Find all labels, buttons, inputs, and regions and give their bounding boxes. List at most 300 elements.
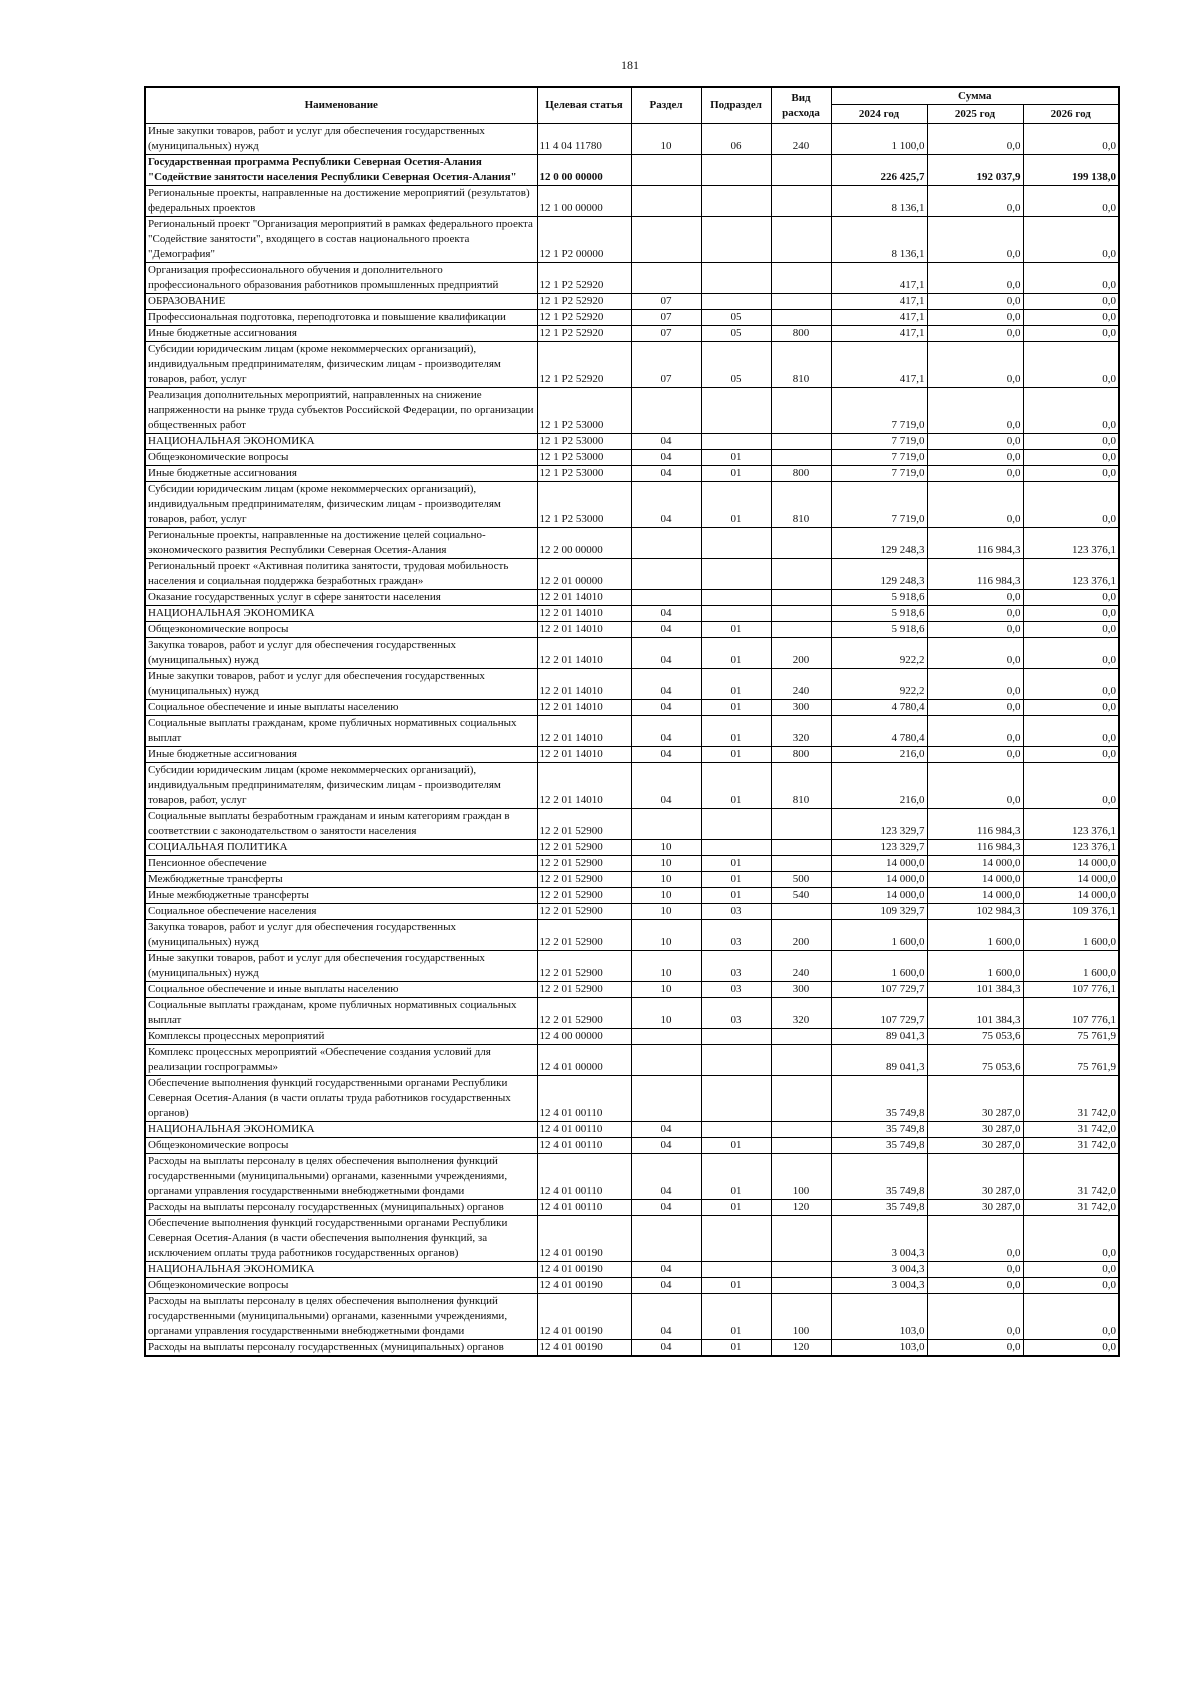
cell-target-article: 12 1 P2 53000 [537,388,631,434]
cell-2025: 30 287,0 [927,1154,1023,1200]
cell-2024: 417,1 [831,342,927,388]
cell-section: 04 [631,1340,701,1357]
cell-target-article: 12 2 01 52900 [537,998,631,1029]
cell-section: 07 [631,310,701,326]
cell-2024: 89 041,3 [831,1029,927,1045]
cell-expense-type: 810 [771,482,831,528]
cell-section: 10 [631,856,701,872]
cell-subsection [701,217,771,263]
cell-2024: 3 004,3 [831,1216,927,1262]
cell-target-article: 12 1 P2 53000 [537,482,631,528]
cell-target-article: 12 4 01 00110 [537,1200,631,1216]
table-row [145,1154,1119,1200]
cell-2026: 123 376,1 [1023,840,1119,856]
cell-subsection: 01 [701,700,771,716]
cell-2026: 14 000,0 [1023,872,1119,888]
cell-expense-type [771,1076,831,1122]
cell-subsection: 01 [701,747,771,763]
cell-name: Расходы на выплаты персоналу государственных (муниципальных) органов [145,1200,537,1216]
cell-section [631,528,701,559]
header-target-article: Целевая статья [537,87,631,124]
cell-target-article: 12 1 P2 52920 [537,342,631,388]
table-row [145,1278,1119,1294]
table-row [145,466,1119,482]
cell-subsection: 05 [701,310,771,326]
cell-subsection [701,434,771,450]
cell-2026: 123 376,1 [1023,559,1119,590]
cell-2025: 0,0 [927,388,1023,434]
cell-target-article: 12 1 P2 53000 [537,450,631,466]
cell-2025: 75 053,6 [927,1029,1023,1045]
cell-expense-type [771,294,831,310]
cell-expense-type [771,528,831,559]
table-header [145,87,1119,124]
table-row [145,1076,1119,1122]
cell-2024: 109 329,7 [831,904,927,920]
cell-target-article: 12 2 01 52900 [537,920,631,951]
cell-2026: 109 376,1 [1023,904,1119,920]
cell-2026: 0,0 [1023,622,1119,638]
table-row [145,434,1119,450]
cell-2024: 7 719,0 [831,482,927,528]
table-row [145,904,1119,920]
cell-2025: 1 600,0 [927,951,1023,982]
table-row [145,872,1119,888]
cell-2026: 31 742,0 [1023,1122,1119,1138]
cell-expense-type [771,606,831,622]
cell-2024: 35 749,8 [831,1200,927,1216]
cell-subsection [701,263,771,294]
cell-subsection: 01 [701,1340,771,1357]
cell-name: Иные бюджетные ассигнования [145,466,537,482]
table-row [145,124,1119,155]
cell-2024: 8 136,1 [831,186,927,217]
cell-2024: 216,0 [831,763,927,809]
cell-2026: 0,0 [1023,1262,1119,1278]
cell-2025: 0,0 [927,606,1023,622]
cell-expense-type [771,186,831,217]
cell-2026: 123 376,1 [1023,809,1119,840]
cell-2025: 0,0 [927,1340,1023,1357]
cell-name: Расходы на выплаты персоналу в целях обеспечения выполнения функций государственными (муниципальными) органами, казенными учреждениями, органами управления государственными внебюджетными фондами [145,1154,537,1200]
cell-2025: 116 984,3 [927,809,1023,840]
cell-expense-type: 100 [771,1154,831,1200]
cell-expense-type [771,590,831,606]
table-row [145,155,1119,186]
cell-subsection: 03 [701,998,771,1029]
cell-2026: 0,0 [1023,716,1119,747]
cell-name: Общеэкономические вопросы [145,450,537,466]
table-row [145,700,1119,716]
cell-target-article: 12 2 01 14010 [537,716,631,747]
cell-2024: 7 719,0 [831,466,927,482]
cell-name: Организация профессионального обучения и дополнительного профессионального образования работников промышленных предприятий [145,263,537,294]
table-row [145,763,1119,809]
cell-target-article: 12 4 01 00190 [537,1340,631,1357]
cell-2025: 0,0 [927,669,1023,700]
cell-2026: 31 742,0 [1023,1076,1119,1122]
cell-subsection: 01 [701,638,771,669]
cell-subsection [701,606,771,622]
cell-name: Реализация дополнительных мероприятий, направленных на снижение напряженности на рынке труда субъектов Российской Федерации, по организации общественных работ [145,388,537,434]
cell-target-article: 12 2 01 14010 [537,700,631,716]
cell-section: 04 [631,606,701,622]
cell-section: 04 [631,700,701,716]
cell-2024: 417,1 [831,310,927,326]
cell-2025: 0,0 [927,1216,1023,1262]
cell-2024: 35 749,8 [831,1138,927,1154]
cell-target-article: 12 4 01 00190 [537,1262,631,1278]
cell-subsection [701,1262,771,1278]
cell-2024: 123 329,7 [831,840,927,856]
cell-expense-type [771,388,831,434]
cell-target-article: 12 2 01 52900 [537,856,631,872]
cell-expense-type [771,263,831,294]
cell-section: 04 [631,1200,701,1216]
cell-section: 04 [631,482,701,528]
cell-section [631,1076,701,1122]
cell-target-article: 12 2 01 52900 [537,951,631,982]
cell-target-article: 12 2 01 00000 [537,559,631,590]
cell-2026: 0,0 [1023,1294,1119,1340]
cell-target-article: 12 2 01 14010 [537,669,631,700]
cell-expense-type [771,1045,831,1076]
cell-section: 07 [631,294,701,310]
cell-2025: 0,0 [927,466,1023,482]
cell-target-article: 12 4 01 00190 [537,1216,631,1262]
cell-2025: 0,0 [927,700,1023,716]
cell-subsection: 05 [701,326,771,342]
header-2026: 2026 год [1023,105,1119,124]
cell-2024: 5 918,6 [831,590,927,606]
cell-section: 10 [631,998,701,1029]
cell-section [631,388,701,434]
cell-expense-type [771,1278,831,1294]
cell-2024: 103,0 [831,1294,927,1340]
cell-expense-type: 810 [771,342,831,388]
cell-2024: 35 749,8 [831,1122,927,1138]
cell-target-article: 12 4 01 00110 [537,1138,631,1154]
cell-2026: 199 138,0 [1023,155,1119,186]
cell-2026: 75 761,9 [1023,1029,1119,1045]
cell-2026: 0,0 [1023,326,1119,342]
cell-target-article: 12 1 P2 52920 [537,326,631,342]
table-row [145,638,1119,669]
cell-expense-type: 810 [771,763,831,809]
cell-2025: 30 287,0 [927,1076,1023,1122]
cell-2025: 0,0 [927,450,1023,466]
cell-expense-type: 200 [771,638,831,669]
cell-target-article: 12 2 01 14010 [537,622,631,638]
cell-name: Расходы на выплаты персоналу государственных (муниципальных) органов [145,1340,537,1357]
cell-subsection [701,1045,771,1076]
cell-target-article: 12 1 P2 52920 [537,310,631,326]
cell-2024: 3 004,3 [831,1262,927,1278]
cell-section [631,217,701,263]
cell-subsection: 03 [701,920,771,951]
cell-expense-type: 320 [771,998,831,1029]
table-row [145,606,1119,622]
cell-2025: 14 000,0 [927,856,1023,872]
cell-section: 04 [631,638,701,669]
cell-section: 07 [631,326,701,342]
cell-expense-type [771,904,831,920]
cell-name: Социальные выплаты безработным гражданам и иным категориям граждан в соответствии с законодательством о занятости населения [145,809,537,840]
cell-2026: 123 376,1 [1023,528,1119,559]
cell-2025: 116 984,3 [927,528,1023,559]
cell-2024: 129 248,3 [831,559,927,590]
cell-expense-type [771,856,831,872]
cell-name: ОБРАЗОВАНИЕ [145,294,537,310]
cell-2024: 4 780,4 [831,716,927,747]
cell-2025: 0,0 [927,434,1023,450]
cell-2025: 0,0 [927,342,1023,388]
table-row [145,622,1119,638]
cell-2026: 0,0 [1023,434,1119,450]
cell-2026: 0,0 [1023,590,1119,606]
cell-subsection: 01 [701,763,771,809]
cell-target-article: 12 2 01 14010 [537,606,631,622]
cell-subsection [701,186,771,217]
cell-2025: 75 053,6 [927,1045,1023,1076]
cell-target-article: 12 4 00 00000 [537,1029,631,1045]
cell-expense-type: 540 [771,888,831,904]
cell-2025: 30 287,0 [927,1200,1023,1216]
cell-target-article: 12 2 01 52900 [537,840,631,856]
cell-section [631,809,701,840]
cell-expense-type: 240 [771,951,831,982]
cell-name: Региональный проект "Организация мероприятий в рамках федерального проекта "Содействие занятости", входящего в состав национального проекта "Демография" [145,217,537,263]
cell-name: Субсидии юридическим лицам (кроме некоммерческих организаций), индивидуальным предпринимателям, физическим лицам - производителям товаров, работ, услуг [145,763,537,809]
cell-target-article: 12 2 01 14010 [537,638,631,669]
cell-name: Региональные проекты, направленные на достижение мероприятий (результатов) федеральных проектов [145,186,537,217]
table-row [145,590,1119,606]
cell-2026: 0,0 [1023,186,1119,217]
cell-subsection: 01 [701,1278,771,1294]
cell-expense-type [771,1029,831,1045]
cell-subsection: 01 [701,716,771,747]
cell-subsection: 03 [701,904,771,920]
cell-2024: 7 719,0 [831,450,927,466]
cell-2025: 14 000,0 [927,872,1023,888]
table-row [145,559,1119,590]
cell-2026: 0,0 [1023,1216,1119,1262]
cell-subsection [701,1029,771,1045]
cell-section: 04 [631,1262,701,1278]
cell-2024: 417,1 [831,326,927,342]
table-row [145,888,1119,904]
cell-section: 10 [631,982,701,998]
table-row [145,1200,1119,1216]
cell-subsection [701,528,771,559]
cell-target-article: 12 0 00 00000 [537,155,631,186]
cell-section [631,263,701,294]
cell-target-article: 12 2 01 52900 [537,888,631,904]
cell-2024: 8 136,1 [831,217,927,263]
cell-2025: 0,0 [927,482,1023,528]
cell-name: НАЦИОНАЛЬНАЯ ЭКОНОМИКА [145,434,537,450]
cell-2026: 0,0 [1023,700,1119,716]
cell-target-article: 12 2 01 52900 [537,872,631,888]
table-row [145,840,1119,856]
cell-2026: 14 000,0 [1023,856,1119,872]
cell-subsection [701,294,771,310]
cell-2024: 14 000,0 [831,888,927,904]
cell-2026: 1 600,0 [1023,920,1119,951]
table-row [145,1340,1119,1357]
cell-target-article: 12 4 01 00110 [537,1154,631,1200]
cell-2025: 0,0 [927,622,1023,638]
cell-2026: 31 742,0 [1023,1200,1119,1216]
cell-2024: 14 000,0 [831,872,927,888]
cell-expense-type: 120 [771,1340,831,1357]
table-row [145,1029,1119,1045]
table-row [145,450,1119,466]
table-row [145,951,1119,982]
cell-name: Закупка товаров, работ и услуг для обеспечения государственных (муниципальных) нужд [145,638,537,669]
budget-table [144,86,1120,1357]
cell-name: НАЦИОНАЛЬНАЯ ЭКОНОМИКА [145,1122,537,1138]
table-row [145,310,1119,326]
cell-subsection [701,1122,771,1138]
cell-2026: 31 742,0 [1023,1154,1119,1200]
cell-2025: 116 984,3 [927,559,1023,590]
cell-target-article: 12 2 01 52900 [537,982,631,998]
cell-name: Социальные выплаты гражданам, кроме публичных нормативных социальных выплат [145,998,537,1029]
cell-2025: 102 984,3 [927,904,1023,920]
table-row [145,747,1119,763]
cell-section [631,155,701,186]
cell-section: 04 [631,622,701,638]
table-row [145,326,1119,342]
cell-expense-type: 300 [771,982,831,998]
cell-2026: 0,0 [1023,263,1119,294]
cell-section [631,1216,701,1262]
table-row [145,998,1119,1029]
cell-target-article: 12 1 P2 00000 [537,217,631,263]
cell-section: 04 [631,716,701,747]
cell-2025: 0,0 [927,310,1023,326]
cell-name: СОЦИАЛЬНАЯ ПОЛИТИКА [145,840,537,856]
cell-2024: 417,1 [831,263,927,294]
header-name: Наименование [145,87,537,124]
cell-section [631,590,701,606]
header-2024: 2024 год [831,105,927,124]
cell-section: 10 [631,124,701,155]
table-body [145,124,1119,1357]
cell-name: Социальное обеспечение и иные выплаты населению [145,982,537,998]
cell-subsection: 01 [701,1200,771,1216]
cell-name: Расходы на выплаты персоналу в целях обеспечения выполнения функций государственными (муниципальными) органами, казенными учреждениями, органами управления государственными внебюджетными фондами [145,1294,537,1340]
table-row [145,920,1119,951]
cell-subsection: 01 [701,466,771,482]
cell-expense-type: 240 [771,669,831,700]
cell-2026: 0,0 [1023,669,1119,700]
cell-2026: 0,0 [1023,294,1119,310]
cell-section: 04 [631,763,701,809]
cell-target-article: 12 2 01 52900 [537,904,631,920]
cell-name: Иные бюджетные ассигнования [145,326,537,342]
cell-2024: 922,2 [831,669,927,700]
cell-subsection [701,1076,771,1122]
cell-expense-type: 300 [771,700,831,716]
table-row [145,294,1119,310]
cell-name: Обеспечение выполнения функций государственными органами Республики Северная Осетия-Алания (в части обеспечения выполнения функций, за исключением оплаты труда работников государственных органов) [145,1216,537,1262]
cell-section: 10 [631,920,701,951]
cell-2025: 14 000,0 [927,888,1023,904]
table-row [145,263,1119,294]
table-row [145,342,1119,388]
cell-name: Закупка товаров, работ и услуг для обеспечения государственных (муниципальных) нужд [145,920,537,951]
cell-2026: 75 761,9 [1023,1045,1119,1076]
cell-expense-type [771,809,831,840]
cell-target-article: 12 1 P2 53000 [537,434,631,450]
cell-2026: 0,0 [1023,482,1119,528]
cell-name: Региональный проект «Активная политика занятости, трудовая мобильность населения и социальная поддержка безработных граждан» [145,559,537,590]
cell-2025: 0,0 [927,747,1023,763]
cell-subsection: 01 [701,1294,771,1340]
cell-target-article: 12 2 01 52900 [537,809,631,840]
cell-2025: 0,0 [927,1262,1023,1278]
table-row [145,528,1119,559]
table-row [145,1138,1119,1154]
cell-2026: 0,0 [1023,217,1119,263]
cell-expense-type: 240 [771,124,831,155]
table-row [145,856,1119,872]
page-number: 181 [621,58,639,72]
cell-name: Профессиональная подготовка, переподготовка и повышение квалификации [145,310,537,326]
cell-target-article: 12 2 00 00000 [537,528,631,559]
cell-2024: 1 600,0 [831,951,927,982]
cell-target-article: 11 4 04 11780 [537,124,631,155]
cell-section: 04 [631,669,701,700]
cell-section: 04 [631,1138,701,1154]
cell-expense-type: 800 [771,466,831,482]
cell-section: 04 [631,450,701,466]
cell-target-article: 12 1 P2 53000 [537,466,631,482]
cell-name: Государственная программа Республики Северная Осетия-Алания "Содействие занятости населения Республики Северная Осетия-Алания" [145,155,537,186]
cell-name: НАЦИОНАЛЬНАЯ ЭКОНОМИКА [145,606,537,622]
cell-2026: 0,0 [1023,763,1119,809]
cell-name: Иные закупки товаров, работ и услуг для обеспечения государственных (муниципальных) нужд [145,669,537,700]
cell-expense-type: 500 [771,872,831,888]
cell-2024: 89 041,3 [831,1045,927,1076]
cell-name: Межбюджетные трансферты [145,872,537,888]
cell-name: Иные бюджетные ассигнования [145,747,537,763]
cell-2026: 0,0 [1023,1278,1119,1294]
cell-expense-type [771,840,831,856]
cell-2024: 1 100,0 [831,124,927,155]
cell-target-article: 12 1 P2 52920 [537,263,631,294]
cell-name: Общеэкономические вопросы [145,1278,537,1294]
cell-expense-type: 800 [771,326,831,342]
cell-subsection [701,590,771,606]
cell-subsection: 03 [701,951,771,982]
cell-2026: 0,0 [1023,342,1119,388]
cell-section: 04 [631,1122,701,1138]
cell-expense-type [771,450,831,466]
cell-section: 04 [631,434,701,450]
cell-target-article: 12 1 P2 52920 [537,294,631,310]
cell-expense-type [771,622,831,638]
cell-2024: 5 918,6 [831,606,927,622]
cell-2024: 7 719,0 [831,388,927,434]
cell-2024: 107 729,7 [831,998,927,1029]
cell-target-article: 12 1 00 00000 [537,186,631,217]
cell-2025: 101 384,3 [927,982,1023,998]
cell-2025: 0,0 [927,638,1023,669]
cell-name: Социальное обеспечение и иные выплаты населению [145,700,537,716]
